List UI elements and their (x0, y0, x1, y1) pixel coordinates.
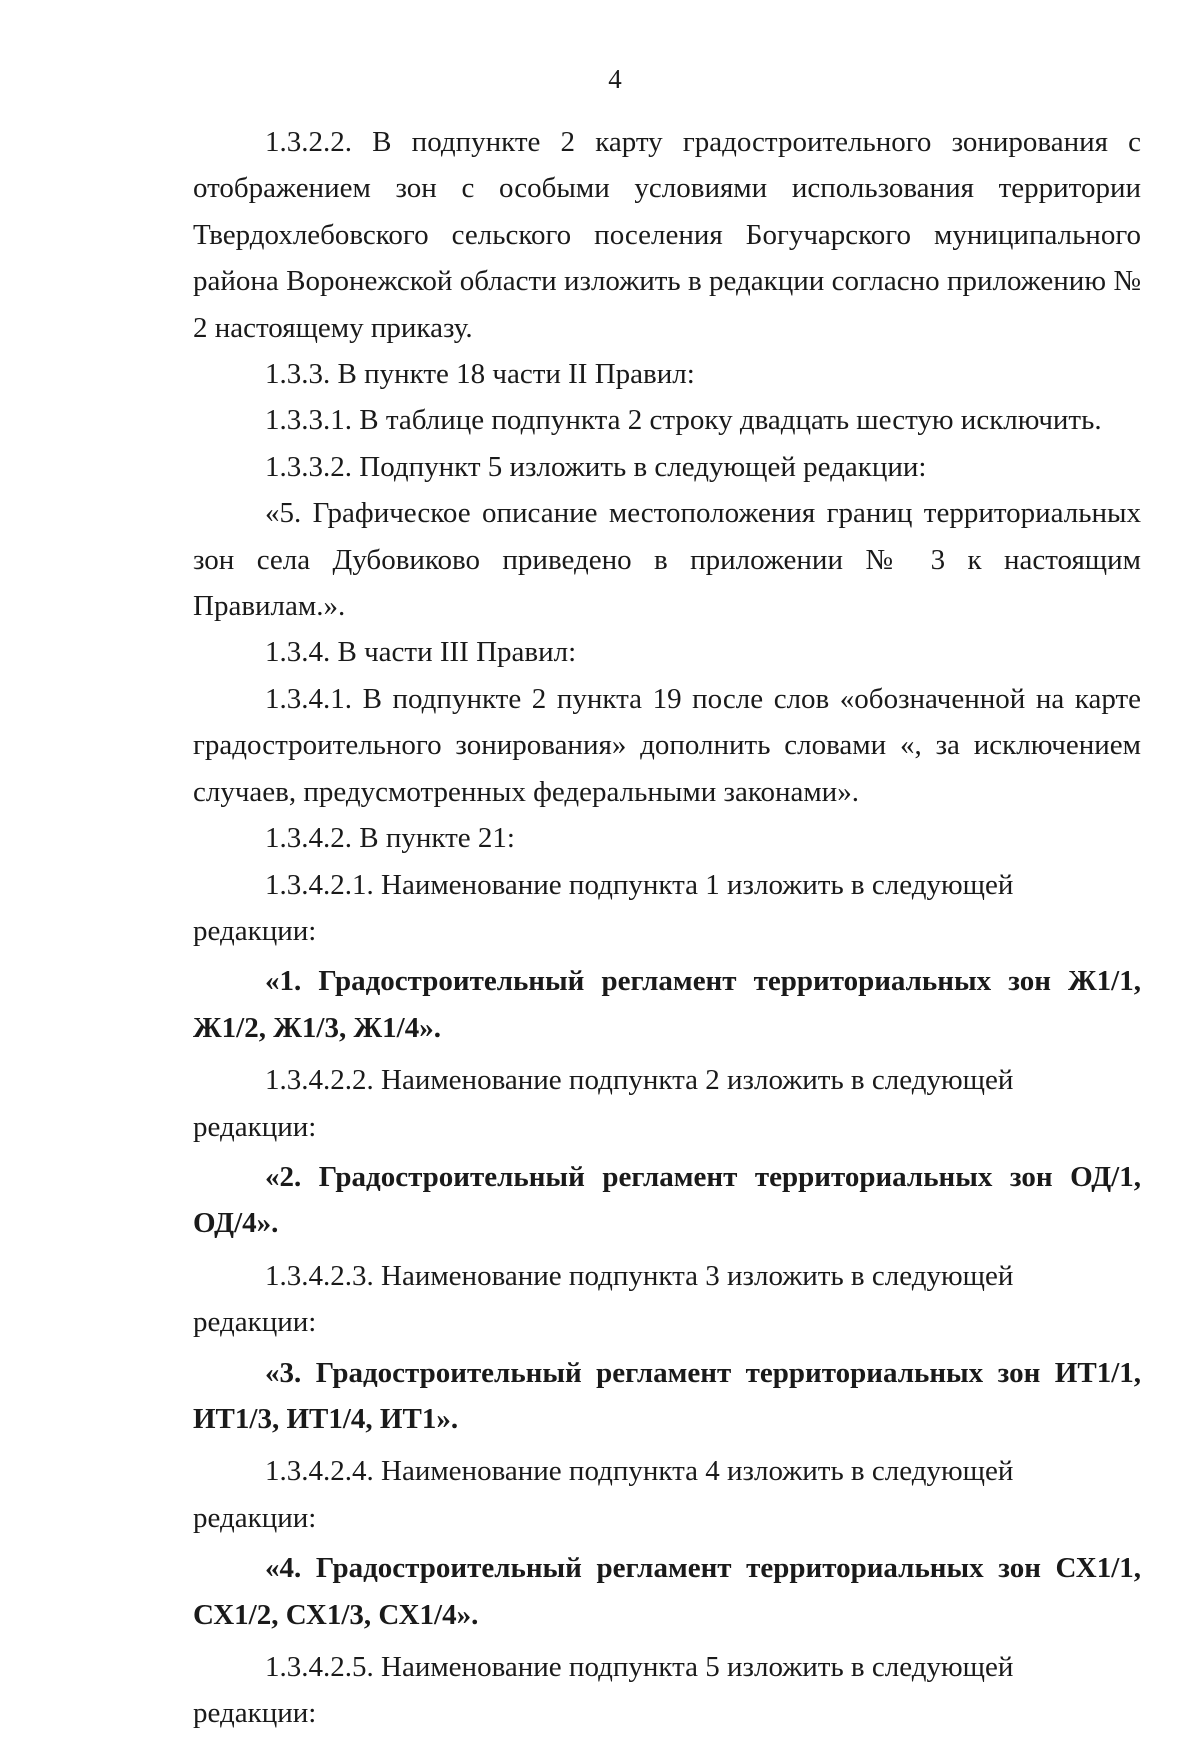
document-body (193, 119, 1141, 1737)
bold-heading-zones-zh1: «1. Градостроительный регламент территориальных зон Ж1/1, Ж1/2, Ж1/3, Ж1/4». (193, 965, 1141, 1044)
paragraph-1-3-4-2-1: 1.3.4.2.1. Наименование подпункта 1 изложить в следующей редакции: (193, 868, 1014, 947)
paragraph-1-3-4-1: 1.3.4.1. В подпункте 2 пункта 19 после слов «обозначенной на карте градостроительного зонирования» дополнить словами «, за исключением случаев, предусмотренных федеральными законами». (193, 682, 1141, 808)
paragraph-1-3-4-2-5: 1.3.4.2.5. Наименование подпункта 5 изложить в следующей редакции: (193, 1651, 1014, 1730)
paragraph-1-3-4-2: 1.3.4.2. В пункте 21: (265, 822, 515, 855)
paragraph-1-3-4: 1.3.4. В части III Правил: (265, 636, 577, 669)
page-number: 4 (608, 64, 622, 94)
bold-heading-zones-od: «2. Градостроительный регламент территориальных зон ОД/1, ОД/4». (193, 1160, 1141, 1240)
paragraph-1-3-3-2: 1.3.3.2. Подпункт 5 изложить в следующей редакции: (265, 450, 927, 483)
paragraph-quote-5: «5. Графическое описание местоположения границ территориальных зон села Дубовиково приведено в приложении № 3 к настоящим Правилам.». (193, 497, 1141, 623)
paragraph-1-3-2-2: 1.3.2.2. В подпункте 2 карту градостроительного зонирования с отображением зон с особыми условиями использования территории Твердохлебовского сельского поселения Богучарского муниципального района Воронежской области изложить в редакции согласно приложению № 2 настоящему приказу. (193, 126, 1141, 344)
bold-heading-zones-sx1: «4. Градостроительный регламент территориальных зон СХ1/1, СХ1/2, СХ1/3, СХ1/4». (193, 1552, 1141, 1631)
paragraph-1-3-3: 1.3.3. В пункте 18 части II Правил: (265, 358, 695, 391)
paragraph-1-3-3-1: 1.3.3.1. В таблице подпункта 2 строку двадцать шестую исключить. (265, 404, 1102, 437)
paragraph-1-3-4-2-4: 1.3.4.2.4. Наименование подпункта 4 изложить в следующей редакции: (193, 1455, 1014, 1534)
bold-heading-zones-it1: «3. Градостроительный регламент территориальных зон ИТ1/1, ИТ1/3, ИТ1/4, ИТ1». (193, 1356, 1141, 1435)
paragraph-1-3-4-2-3: 1.3.4.2.3. Наименование подпункта 3 изложить в следующей редакции: (193, 1259, 1014, 1339)
paragraph-1-3-4-2-2: 1.3.4.2.2. Наименование подпункта 2 изложить в следующей редакции: (193, 1064, 1014, 1143)
